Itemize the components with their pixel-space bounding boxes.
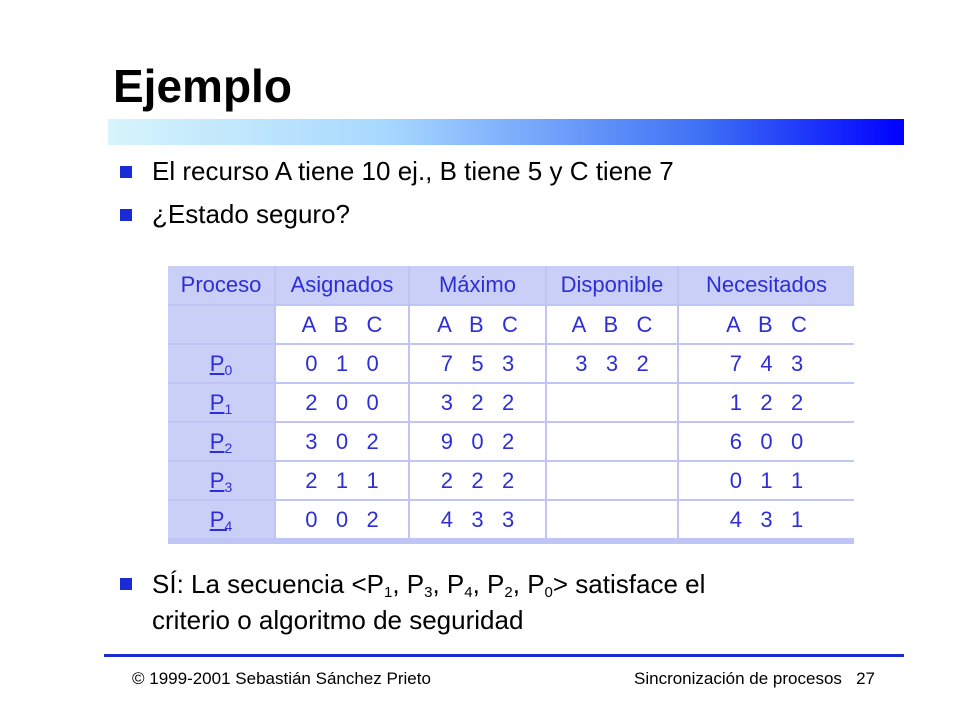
table-cell-maximo: 2 2 2 bbox=[410, 462, 545, 499]
bullet-text: El recurso A tiene 10 ej., B tiene 5 y C tiene 7 bbox=[152, 156, 674, 186]
footer-course-page bbox=[634, 668, 875, 690]
resource-table bbox=[168, 266, 854, 544]
table-cell-asignados: 0 0 2 bbox=[276, 501, 408, 538]
table-subheader-blank bbox=[168, 306, 274, 343]
table-cell-disponible: 3 3 2 bbox=[547, 345, 677, 382]
table-cell-maximo: 7 5 3 bbox=[410, 345, 545, 382]
process-label: $P_3$ bbox=[168, 462, 274, 499]
table-cell-necesitados: 6 0 0 bbox=[679, 423, 854, 460]
square-bullet-icon bbox=[120, 166, 132, 178]
title-gradient-bar bbox=[108, 119, 904, 145]
slide-title: Ejemplo bbox=[113, 60, 292, 112]
footer-course: Sincronización de procesos bbox=[634, 669, 842, 688]
table-cell-necesitados: 1 2 2 bbox=[679, 384, 854, 421]
footer-page-number: 27 bbox=[856, 669, 875, 688]
table-header-disponible: Disponible bbox=[547, 266, 677, 304]
square-bullet-icon bbox=[120, 578, 132, 590]
table-header-proceso: Proceso bbox=[168, 266, 274, 304]
table-subheader-abc: A B C bbox=[547, 306, 677, 343]
table-cell-necesitados: 7 4 3 bbox=[679, 345, 854, 382]
table-cell-necesitados: 0 1 1 bbox=[679, 462, 854, 499]
bullet-text: ¿Estado seguro? bbox=[152, 199, 351, 229]
footer-divider bbox=[104, 654, 904, 657]
table-cell-maximo: 9 0 2 bbox=[410, 423, 545, 460]
table-cell-disponible bbox=[547, 423, 677, 460]
table-cell-disponible bbox=[547, 384, 677, 421]
table-header-necesitados: Necesitados bbox=[679, 266, 854, 304]
table-cell-asignados: 0 1 0 bbox=[276, 345, 408, 382]
square-bullet-icon bbox=[120, 209, 132, 221]
table-subheader-abc: A B C bbox=[410, 306, 545, 343]
table-header-maximo: Máximo bbox=[410, 266, 545, 304]
table-subheader-abc: A B C bbox=[276, 306, 408, 343]
table-cell-maximo: 4 3 3 bbox=[410, 501, 545, 538]
table-subheader-abc: A B C bbox=[679, 306, 854, 343]
table-header-asignados: Asignados bbox=[276, 266, 408, 304]
conclusion-text: SÍ: La secuencia $<P_1$, $P_3$, $P_4$, $P_2$, $P_0>$ satisface el criterio o algoritmo de seguridad bbox=[152, 569, 706, 635]
process-label: $P_0$ bbox=[168, 345, 274, 382]
process-label: $P_1$ bbox=[168, 384, 274, 421]
table-cell-necesitados: 4 3 1 bbox=[679, 501, 854, 538]
process-label: $P_4$ bbox=[168, 501, 274, 538]
table-cell-asignados: 2 0 0 bbox=[276, 384, 408, 421]
footer-copyright: © 1999-2001 Sebastián Sánchez Prieto bbox=[132, 669, 431, 688]
table-cell-disponible bbox=[547, 462, 677, 499]
table-cell-disponible bbox=[547, 501, 677, 538]
table-cell-asignados: 2 1 1 bbox=[276, 462, 408, 499]
process-label: $P_2$ bbox=[168, 423, 274, 460]
table-cell-maximo: 3 2 2 bbox=[410, 384, 545, 421]
table-cell-asignados: 3 0 2 bbox=[276, 423, 408, 460]
